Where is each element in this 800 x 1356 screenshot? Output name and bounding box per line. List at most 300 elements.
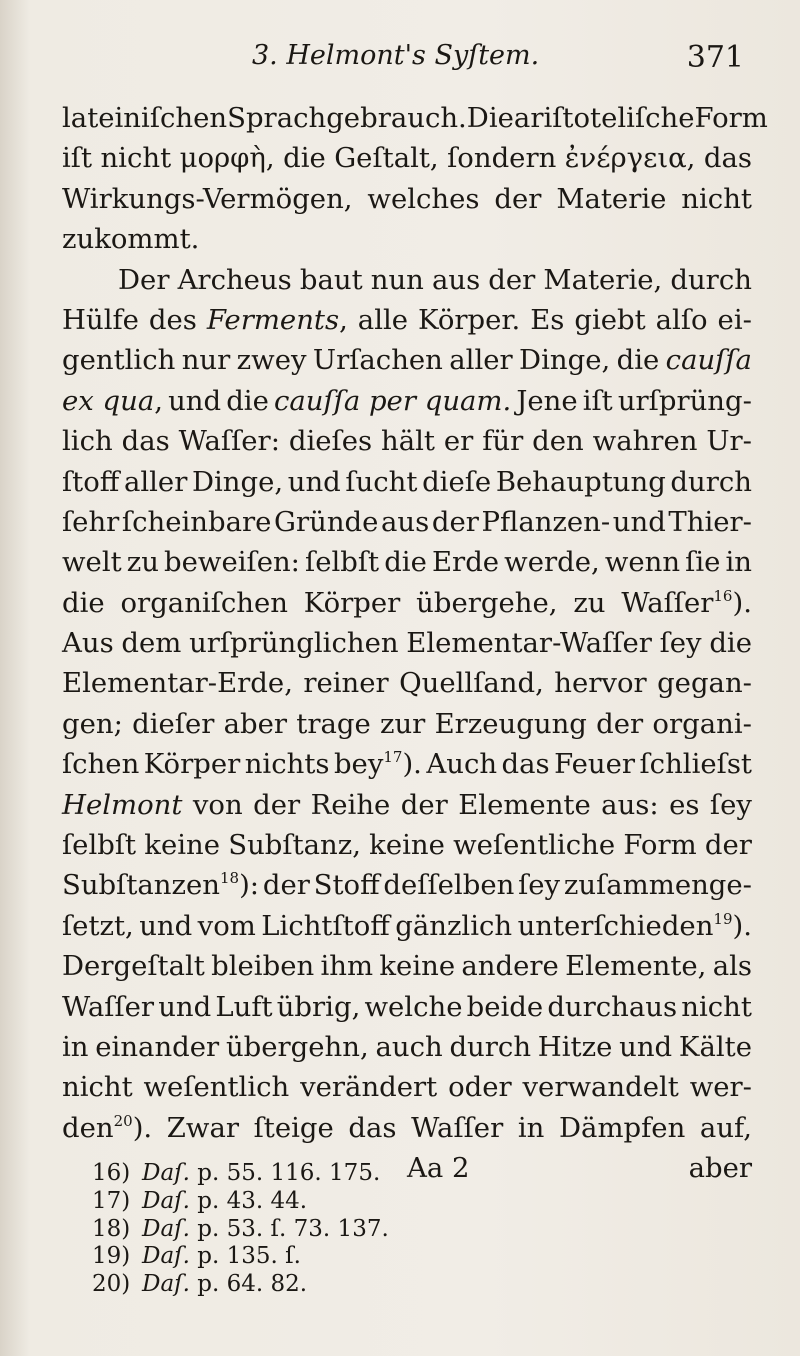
word <box>406 623 652 663</box>
footnote-pages: p. 55. 116. 175. <box>197 1160 381 1186</box>
word <box>122 421 170 461</box>
word <box>62 906 134 946</box>
footnote-ref: 19 <box>713 909 733 928</box>
footnotes <box>92 1160 512 1299</box>
text-line <box>62 825 752 865</box>
word <box>652 704 752 744</box>
word-text: Dinge, <box>191 465 284 498</box>
word <box>62 987 154 1027</box>
word <box>364 987 462 1027</box>
word-text: in <box>517 1111 545 1144</box>
word <box>458 785 591 825</box>
word <box>502 744 550 784</box>
word-text: organiſchen <box>120 586 288 619</box>
word-text: die <box>616 344 660 377</box>
word <box>121 623 181 663</box>
word-text: aller <box>123 465 188 498</box>
word <box>543 260 662 300</box>
word-text: der <box>596 707 644 740</box>
word <box>613 502 666 542</box>
word-text: dieſe <box>422 465 492 498</box>
word <box>426 744 497 784</box>
word <box>296 704 370 744</box>
word-text: für <box>482 425 524 458</box>
word-text: die <box>384 546 427 579</box>
word <box>449 340 512 380</box>
word <box>192 462 283 502</box>
word <box>700 1108 752 1148</box>
italic-text: ex qua <box>62 384 155 417</box>
word-text: durchaus <box>547 990 678 1023</box>
word <box>118 260 169 300</box>
word <box>168 381 221 421</box>
word-text: Aus <box>62 627 114 660</box>
word-text: und <box>287 465 341 498</box>
text-line <box>62 260 752 300</box>
word <box>467 98 514 138</box>
text-line <box>62 462 752 502</box>
word <box>62 138 92 178</box>
word-text: Waſſer: <box>178 425 280 458</box>
text-line <box>62 623 752 663</box>
word-text: ihm <box>320 950 374 983</box>
word <box>367 179 479 219</box>
word-text: trage <box>296 707 371 740</box>
word <box>695 98 768 138</box>
word <box>380 704 425 744</box>
word-text: Luft <box>215 990 273 1023</box>
word <box>263 865 310 905</box>
word <box>383 865 514 905</box>
running-title: 3. Helmont's Syſtem. <box>252 40 540 71</box>
footnote <box>92 1243 512 1271</box>
word <box>345 462 417 502</box>
word-text: ſie <box>685 546 721 579</box>
word <box>237 340 307 380</box>
word <box>334 744 422 784</box>
text-line <box>62 744 752 784</box>
word <box>215 987 272 1027</box>
word-text: das <box>501 748 550 781</box>
word-text: Erde <box>431 546 500 579</box>
word <box>62 542 122 582</box>
word-text: ſehr <box>62 505 120 538</box>
word <box>605 542 680 582</box>
word-text: Körper <box>143 748 241 781</box>
word <box>305 542 379 582</box>
word-text: auch <box>375 1030 443 1063</box>
word <box>224 704 287 744</box>
italic-text: Ferments <box>206 303 340 336</box>
word-text: Pflanzen- <box>481 505 611 538</box>
word <box>124 462 187 502</box>
word-text: beweiſen: <box>164 546 300 579</box>
page-header <box>62 40 752 90</box>
word <box>62 1067 133 1107</box>
catchword: aber <box>688 1152 752 1185</box>
word <box>709 623 752 663</box>
word <box>685 542 720 582</box>
word <box>149 300 197 340</box>
signature-mark: Aa 2 <box>407 1152 470 1185</box>
word <box>121 583 288 623</box>
word-text: es <box>669 788 700 821</box>
word <box>523 1067 679 1107</box>
word-text: Kälte <box>678 1030 752 1063</box>
word <box>226 1027 369 1067</box>
footnote-pages: p. 135. ſ. <box>197 1243 301 1270</box>
word-text: welches <box>367 182 480 215</box>
footnote-ref: 20 <box>113 1111 133 1130</box>
word-text: die <box>283 142 326 175</box>
word-text: werde, <box>504 546 600 579</box>
word <box>139 906 192 946</box>
punctuation: ). <box>732 909 752 942</box>
word <box>666 340 752 380</box>
word-text: deſſelben <box>383 869 515 902</box>
word <box>623 825 696 865</box>
word-text: weſentliche <box>453 829 616 862</box>
word-text: das <box>348 1111 397 1144</box>
word-text: und <box>612 505 666 538</box>
word-text: urſprüng- <box>617 384 752 417</box>
text-line <box>62 502 752 542</box>
word <box>348 1108 396 1148</box>
word-text: nicht <box>62 1071 133 1104</box>
punctuation: ). <box>132 1111 153 1144</box>
word <box>565 138 696 178</box>
word <box>62 381 163 421</box>
word <box>144 825 220 865</box>
text-line <box>62 381 752 421</box>
word-text: gentlich <box>62 344 176 377</box>
word <box>167 1108 239 1148</box>
word <box>164 542 300 582</box>
word-text: der <box>262 869 310 902</box>
footnote-ref: 16 <box>713 586 733 605</box>
word <box>418 300 520 340</box>
word <box>447 138 556 178</box>
word <box>381 421 435 461</box>
word-text: verändert <box>300 1071 438 1104</box>
word <box>669 785 699 825</box>
word-text: ſchen <box>62 748 140 781</box>
word-text: Gründe <box>274 505 379 538</box>
word-text: ſey <box>659 627 702 660</box>
word <box>639 744 752 784</box>
word <box>132 704 214 744</box>
word <box>660 623 702 663</box>
word-text: Auch <box>426 748 498 781</box>
word-text: der <box>400 788 448 821</box>
footnote-ref-abbrev: Daſ. <box>142 1187 190 1214</box>
word <box>449 1027 531 1067</box>
word <box>518 865 560 905</box>
word <box>416 583 557 623</box>
word <box>189 623 399 663</box>
word <box>432 502 479 542</box>
word <box>95 1027 219 1067</box>
word-text: Sprachgebrauch. <box>227 102 467 134</box>
word-text: Erzeugung <box>434 707 587 740</box>
word-text: von <box>192 788 243 821</box>
word-text: das <box>703 142 752 175</box>
footnote-ref-abbrev: Daſ. <box>142 1271 190 1298</box>
word-text: weſentlich <box>143 1071 290 1104</box>
word <box>62 219 199 259</box>
word <box>621 583 752 623</box>
word <box>435 704 587 744</box>
word <box>518 1108 545 1148</box>
word <box>62 825 136 865</box>
word-text: nicht <box>681 182 752 215</box>
word-text: Materie, <box>543 263 663 296</box>
text-line <box>62 704 752 744</box>
word <box>227 98 467 138</box>
word <box>62 98 227 138</box>
word-text: giebt <box>574 303 646 336</box>
word <box>444 421 473 461</box>
word <box>494 179 541 219</box>
word-text: den <box>62 1111 114 1144</box>
word-text: Dinge, <box>519 344 611 377</box>
word <box>261 906 390 946</box>
word <box>573 583 605 623</box>
word-text: iſt <box>582 384 613 417</box>
word-text: in <box>62 1030 89 1063</box>
word-text: Die <box>466 102 514 134</box>
text-line <box>62 663 752 703</box>
word <box>226 381 269 421</box>
word <box>375 1027 442 1067</box>
punctuation: , <box>154 384 163 417</box>
word <box>62 1027 89 1067</box>
word <box>670 260 752 300</box>
word-text: und <box>158 990 212 1023</box>
word-text: durch <box>449 1030 532 1063</box>
word-text: zu <box>126 546 159 579</box>
footnote-number: 18) <box>92 1215 131 1242</box>
word <box>395 906 512 946</box>
word-text: ſey <box>518 869 561 902</box>
footnote <box>92 1216 512 1244</box>
word <box>62 946 205 986</box>
word <box>62 623 114 663</box>
word-text: oder <box>448 1071 512 1104</box>
punctuation: ). <box>732 586 752 619</box>
word-text: aus <box>381 505 430 538</box>
word <box>705 825 752 865</box>
word <box>274 381 511 421</box>
word-text: Thier- <box>668 505 752 538</box>
word <box>601 785 658 825</box>
word-text: wer- <box>689 1071 752 1104</box>
word <box>481 502 610 542</box>
word <box>619 1027 672 1067</box>
word-text: der <box>704 829 752 862</box>
word <box>432 260 480 300</box>
word <box>62 340 175 380</box>
word <box>300 1067 437 1107</box>
word-text: Waſſer <box>62 990 155 1023</box>
word <box>62 785 182 825</box>
word <box>710 785 752 825</box>
word <box>122 502 272 542</box>
word-text: Urſachen <box>312 344 443 377</box>
word-text: Dergeſtalt <box>62 950 205 983</box>
word <box>718 300 752 340</box>
word-text: übrig, <box>276 990 361 1023</box>
word <box>62 462 119 502</box>
word <box>704 138 752 178</box>
word-text: μορφὴ, <box>179 142 275 175</box>
word <box>596 704 643 744</box>
word <box>62 179 353 219</box>
word-text: einander <box>95 1030 220 1063</box>
body-text <box>62 98 768 1189</box>
italic-text: cauſſa per quam. <box>273 384 512 417</box>
word-text: aus <box>431 263 481 296</box>
word <box>182 340 231 380</box>
word-text: ſelbſt <box>305 546 380 579</box>
word-text: ſetzt, <box>62 909 134 942</box>
word <box>725 542 752 582</box>
word-text: Geſtalt, <box>334 142 439 175</box>
word <box>670 462 752 502</box>
word-text: Wirkungs-Vermögen, <box>62 182 353 215</box>
word <box>514 98 695 138</box>
word-text: Reihe <box>310 788 391 821</box>
word-text: ſteige <box>253 1111 334 1144</box>
word-text: zukommt. <box>62 223 200 256</box>
text-line <box>62 340 752 380</box>
word-text: ariſtoteliſche <box>513 102 695 134</box>
footnote-ref-abbrev: Daſ. <box>142 1215 190 1242</box>
word-text: Jene <box>516 384 578 417</box>
word <box>384 542 427 582</box>
word <box>516 381 577 421</box>
word <box>564 865 752 905</box>
word <box>253 785 300 825</box>
word-text: wahren <box>592 425 698 458</box>
word-text: und <box>619 1030 673 1063</box>
word <box>127 542 159 582</box>
word <box>574 300 645 340</box>
text-line <box>62 987 752 1027</box>
word-text: der <box>488 263 536 296</box>
word-text: Ur- <box>706 425 752 458</box>
word <box>379 946 455 986</box>
word-text: aus: <box>601 788 659 821</box>
word <box>303 663 388 703</box>
word-text: Archeus <box>177 263 292 296</box>
word <box>681 179 752 219</box>
word-text: Form <box>623 829 697 862</box>
word-text: Dämpfen <box>559 1111 686 1144</box>
word <box>518 906 752 946</box>
word-text: Hülfe <box>62 303 139 336</box>
word-text: Waſſer <box>621 586 714 619</box>
word <box>690 1067 752 1107</box>
word-text: die <box>226 384 269 417</box>
word-text: ſcheinbare <box>121 505 272 538</box>
word <box>207 300 348 340</box>
word-text: ſey <box>709 788 752 821</box>
word <box>288 462 341 502</box>
word <box>100 138 171 178</box>
word-text: keine <box>144 829 221 862</box>
text-line <box>62 98 768 138</box>
word <box>62 865 259 905</box>
word-text: Elemente, <box>565 950 707 983</box>
footnote <box>92 1188 512 1216</box>
word <box>283 138 326 178</box>
word <box>62 704 123 744</box>
word <box>178 260 292 300</box>
word <box>554 663 646 703</box>
word <box>62 744 139 784</box>
italic-text: cauſſa <box>665 344 752 377</box>
word-text: Zwar <box>166 1111 239 1144</box>
word-text: Quellſand, <box>399 667 544 700</box>
word <box>211 946 314 986</box>
word-text: das <box>121 425 170 458</box>
word <box>62 502 119 542</box>
word-text: reiner <box>303 667 389 700</box>
footnote-pages: p. 64. 82. <box>197 1271 308 1298</box>
word-text: ἐνέργεια, <box>564 142 696 175</box>
word-text: aber <box>223 707 288 740</box>
word-text: bleiben <box>211 950 315 983</box>
footnote <box>92 1271 512 1299</box>
word-text: ſucht <box>345 465 418 498</box>
word <box>62 583 105 623</box>
text-line <box>62 865 752 905</box>
word-text: durch <box>670 263 752 296</box>
word-text: Subſtanzen <box>62 869 220 902</box>
word <box>504 542 600 582</box>
word <box>679 1027 752 1067</box>
text-line <box>62 583 752 623</box>
word <box>482 421 523 461</box>
word-text: dem <box>121 627 182 660</box>
word <box>62 300 139 340</box>
word-text: die <box>62 586 105 619</box>
word <box>411 1108 503 1148</box>
word-text: übergehn, <box>225 1030 369 1063</box>
text-line <box>62 421 752 461</box>
word <box>668 502 752 542</box>
word <box>530 300 564 340</box>
word-text: aller <box>449 344 513 377</box>
word <box>538 1027 613 1067</box>
word <box>448 1067 512 1107</box>
word-text: Feuer <box>554 748 636 781</box>
word <box>401 785 448 825</box>
word-text: baut <box>299 263 363 296</box>
word-text: alle <box>357 303 409 336</box>
word-text: Es <box>530 303 565 336</box>
word <box>369 825 445 865</box>
word-text: ei- <box>717 303 752 336</box>
word-text: keine <box>379 950 456 983</box>
word-text: ſondern <box>447 142 557 175</box>
word <box>300 260 363 300</box>
footnote-number: 20) <box>92 1271 131 1298</box>
word <box>399 663 544 703</box>
word-text: organi- <box>652 707 752 740</box>
word-text: der <box>494 182 542 215</box>
